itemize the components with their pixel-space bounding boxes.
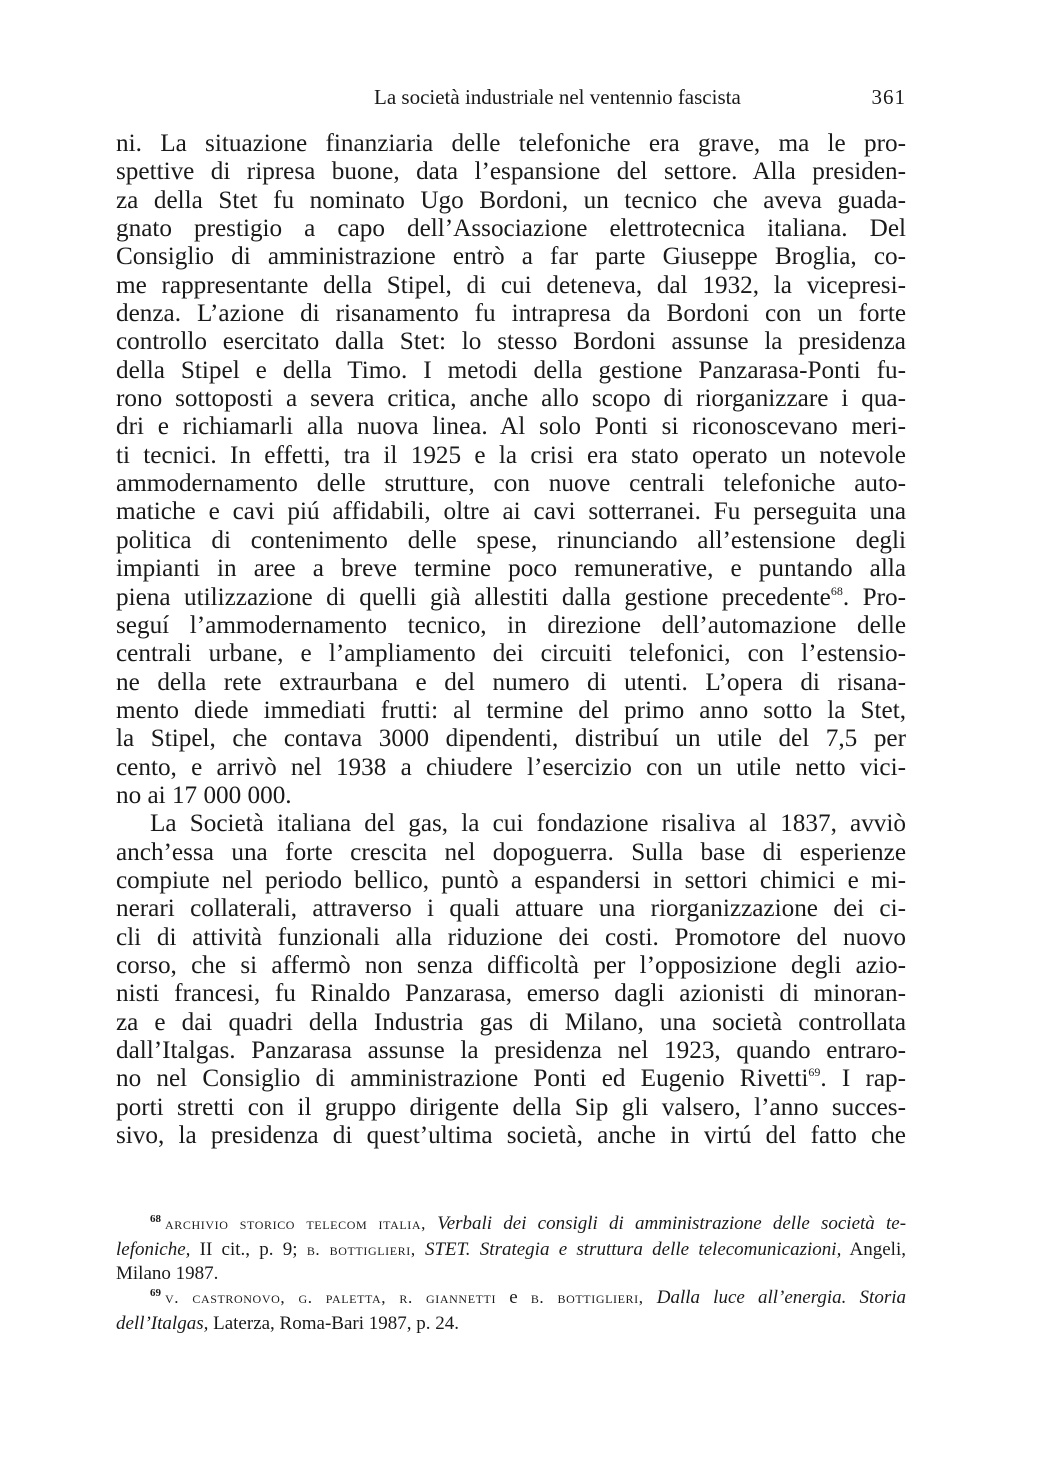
running-title: La società industriale nel ventennio fascista: [374, 85, 741, 109]
text-line: della Stipel e della Timo. I metodi della gestione Panzarasa-Ponti fu-: [116, 356, 906, 384]
text-line: cli di attività funzionali alla riduzione dei costi. Promotore del nuovo: [116, 923, 906, 951]
text-line: dall’Italgas. Panzarasa assunse la presidenza nel 1923, quando entraro-: [116, 1037, 906, 1064]
footnote-text: Laterza, Roma-Bari 1987, p. 24.: [213, 1313, 459, 1334]
text-line: spettive di ripresa buone, data l’espansione del settore. Alla presiden-: [116, 158, 906, 186]
text-line-with-footnote-ref: [116, 1065, 906, 1093]
text-line: nisti francesi, fu Rinaldo Panzarasa, emerso dagli azionisti di minoran-: [116, 980, 906, 1008]
text-segment: . I rap-: [820, 1065, 907, 1093]
text-line: ni. La situazione finanziaria delle telefoniche era grave, ma le pro-: [116, 130, 906, 157]
text-line: ti tecnici. In effetti, tra il 1925 e la crisi era stato operato un notevole: [116, 441, 906, 469]
footnote-text: Angeli,: [849, 1239, 906, 1260]
footnotes: [116, 1212, 906, 1336]
text-line: centrali urbane, e l’ampliamento dei circuiti telefonici, con l’estensio-: [116, 640, 906, 668]
footnote-author: b. bottiglieri,: [530, 1288, 644, 1307]
text-line: mento diede immediati frutti: al termine del primo anno sotto la Stet,: [116, 696, 906, 724]
text-line: gnato prestigio a capo dell’Associazione elettrotecnica italiana. Del: [116, 215, 906, 243]
text-segment: piena utilizzazione di quelli già allestiti dalla gestione precedente: [116, 583, 831, 611]
footnote-ref-68[interactable]: 68: [830, 583, 843, 598]
text-line: controllo esercitato dalla Stet: lo stesso Bordoni assunse la presidenza: [116, 328, 906, 356]
footnote-title: STET. Strategia e struttura delle telecomunicazioni,: [424, 1239, 842, 1260]
text-line: seguí l’ammodernamento tecnico, in direzione dell’automazione delle: [116, 611, 906, 639]
footnote-ref-69[interactable]: 69: [808, 1065, 821, 1080]
text-line: denza. L’azione di risanamento fu intrapresa da Bordoni con un forte: [116, 300, 906, 328]
footnote-68-line: Milano 1987.: [116, 1263, 219, 1284]
text-line: za della Stet fu nominato Ugo Bordoni, un tecnico che aveva guada-: [116, 186, 906, 214]
text-line: za e dai quadri della Industria gas di Milano, una società controllata: [116, 1008, 906, 1036]
text-line: matiche e cavi piú affidabili, oltre ai cavi sotterranei. Fu perseguita una: [116, 498, 906, 526]
footnote-title: Dalla luce all’energia. Storia: [656, 1287, 907, 1308]
text-line: cento, e arrivò nel 1938 a chiudere l’esercizio con un utile netto vici-: [116, 753, 906, 781]
body-text: [116, 130, 906, 1150]
text-line: Consiglio di amministrazione entrò a far parte Giuseppe Broglia, co-: [116, 243, 906, 271]
text-line: compiute nel periodo bellico, puntò a espandersi in settori chimici e mi-: [116, 866, 906, 894]
text-line: nerari collaterali, attraverso i quali attuare una riorganizzazione dei ci-: [116, 895, 906, 923]
text-line: sivo, la presidenza di quest’ultima società, anche in virtú del fatto che: [116, 1122, 906, 1150]
text-segment: . Pro-: [842, 583, 906, 611]
footnote-69-line: [116, 1312, 906, 1336]
footnote-68-line: [116, 1238, 906, 1262]
footnote-author: b. bottiglieri,: [306, 1240, 416, 1259]
footnote-title: dell’Italgas,: [116, 1313, 209, 1334]
text-line: anch’essa una forte crescita nel dopoguerra. Sulla base di esperienze: [116, 838, 906, 866]
text-line: ne della rete extraurbana e del numero di utenti. L’opera di risana-: [116, 668, 906, 696]
footnote-text: e: [509, 1287, 518, 1308]
text-line: corso, che si affermò non senza difficoltà per l’opposizione degli azio-: [116, 951, 906, 979]
page-number: 361: [871, 85, 906, 109]
footnote-68: [116, 1212, 906, 1238]
text-line: politica di contenimento delle spese, rinunciando all’estensione degli: [116, 526, 906, 554]
footnote-author: v. castronovo, g. paletta, r. giannetti: [165, 1288, 497, 1307]
text-line: no ai 17 000 000.: [116, 781, 292, 809]
text-line: La Società italiana del gas, la cui fondazione risaliva al 1837, avviò: [150, 810, 906, 838]
footnote-69: [116, 1286, 906, 1312]
text-line: me rappresentante della Stipel, di cui deteneva, dal 1932, la vicepresi-: [116, 271, 906, 299]
text-line: porti stretti con il gruppo dirigente della Sip gli valsero, l’anno succes-: [116, 1093, 906, 1121]
footnote-number: 69: [150, 1287, 161, 1299]
text-segment: no nel Consiglio di amministrazione Ponti ed Eugenio Rivetti: [116, 1065, 809, 1093]
text-line: la Stipel, che contava 3000 dipendenti, distribuí un utile del 7,5 per: [116, 725, 906, 753]
footnote-number: 68: [150, 1213, 161, 1225]
footnote-title: lefoniche,: [116, 1239, 191, 1260]
footnote-author: archivio storico telecom italia,: [165, 1214, 426, 1233]
text-line: dri e richiamarli alla nuova linea. Al solo Ponti si riconoscevano meri-: [116, 413, 906, 441]
text-line: ammodernamento delle strutture, con nuove centrali telefoniche auto-: [116, 470, 906, 498]
text-line-with-footnote-ref: [116, 584, 906, 612]
footnote-text: II cit., p. 9;: [199, 1239, 298, 1260]
text-line: rono sottoposti a severa critica, anche allo scopo di riorganizzare i qua-: [116, 385, 906, 413]
footnote-title: Verbali dei consigli di amministrazione delle società te-: [437, 1213, 907, 1234]
text-line: impianti in aree a breve termine poco remunerative, e puntando alla: [116, 555, 906, 583]
